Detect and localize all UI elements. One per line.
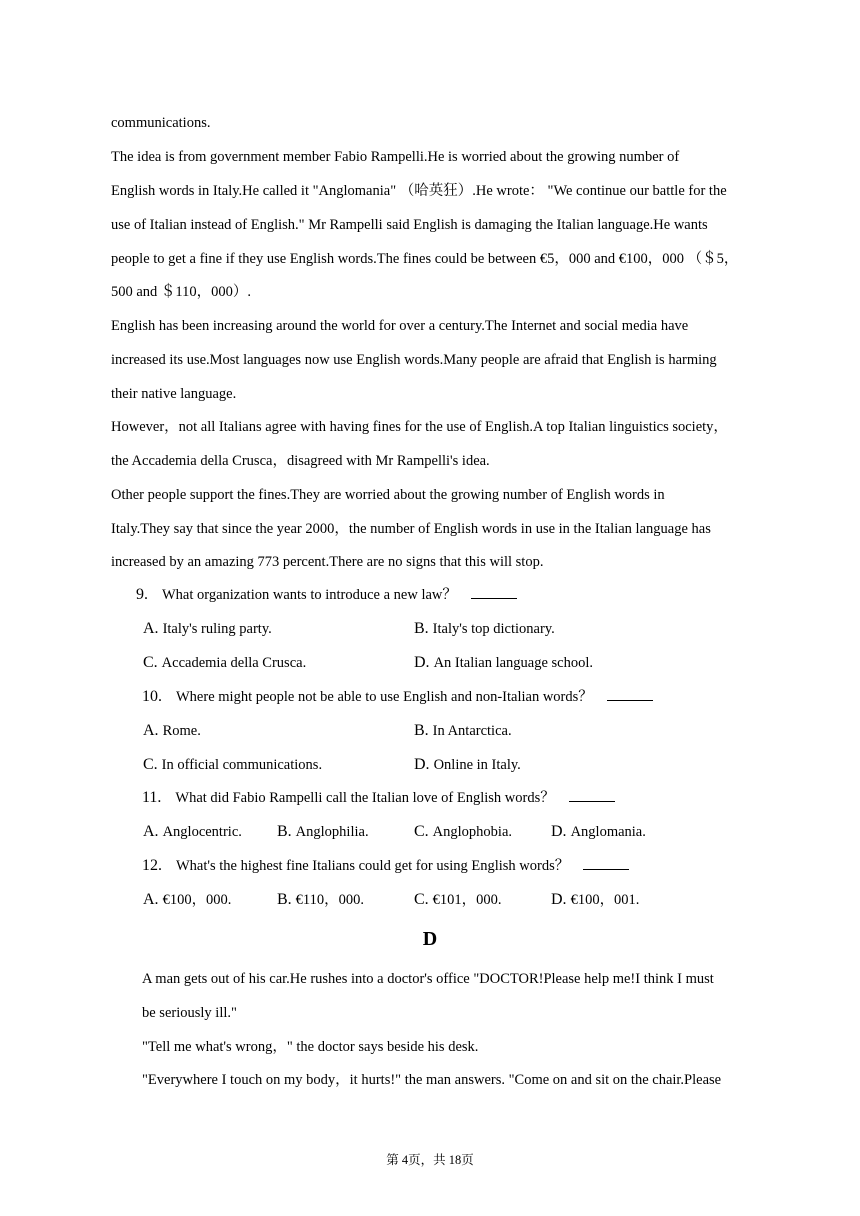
option-label: D. — [551, 823, 567, 840]
option-label: A. — [143, 823, 159, 840]
option-b[interactable] — [277, 891, 364, 909]
option-label: D. — [414, 756, 430, 773]
passage-line: "Everywhere I touch on my body，it hurts!" the man answers. "Come on and sit on the chair.Please — [142, 1072, 722, 1088]
question-9 — [136, 586, 517, 604]
section-heading-d: D — [422, 928, 438, 950]
option-text: Anglomania. — [570, 824, 646, 840]
answer-blank[interactable] — [607, 688, 653, 701]
option-text: Italy's ruling party. — [162, 621, 272, 637]
option-text: Anglophobia. — [432, 824, 513, 840]
option-label: C. — [414, 891, 429, 908]
passage-line: their native language. — [111, 386, 237, 402]
option-b[interactable] — [414, 620, 555, 638]
option-text: €100，001. — [570, 892, 640, 908]
question-number: 12. — [142, 857, 162, 874]
option-label: C. — [143, 756, 158, 773]
option-text: Rome. — [162, 723, 201, 739]
option-text: Anglocentric. — [162, 824, 242, 840]
question-number: 11. — [142, 789, 162, 806]
question-text: What organization wants to introduce a new law？ — [162, 587, 457, 603]
option-label: A. — [143, 620, 159, 637]
passage-line: people to get a fine if they use English words.The fines could be between €5，000 and €100，000 （＄5， — [111, 251, 739, 267]
passage-line: Other people support the fines.They are worried about the growing number of English words in — [111, 487, 665, 503]
option-a[interactable] — [143, 722, 201, 740]
option-a[interactable] — [143, 823, 242, 841]
passage-line: increased its use.Most languages now use English words.Many people are afraid that English is harming — [111, 352, 717, 368]
passage-line: A man gets out of his car.He rushes into a doctor's office "DOCTOR!Please help me!I think I must — [142, 971, 714, 987]
option-text: In official communications. — [161, 757, 323, 773]
question-11 — [142, 789, 615, 807]
option-text: €100，000. — [162, 892, 232, 908]
passage-line: be seriously ill." — [142, 1005, 237, 1021]
option-text: Accademia della Crusca. — [161, 655, 307, 671]
option-label: A. — [143, 891, 159, 908]
option-text: €101，000. — [432, 892, 502, 908]
option-text: Online in Italy. — [433, 757, 521, 773]
option-label: A. — [143, 722, 159, 739]
passage-line: 500 and ＄110，000）. — [111, 284, 252, 300]
option-a[interactable] — [143, 620, 272, 638]
option-label: D. — [414, 654, 430, 671]
answer-blank[interactable] — [583, 857, 629, 870]
option-d[interactable] — [414, 756, 521, 774]
option-label: C. — [143, 654, 158, 671]
option-c[interactable] — [414, 823, 512, 841]
passage-line: "Tell me what's wrong，" the doctor says beside his desk. — [142, 1039, 479, 1055]
option-c[interactable] — [414, 891, 502, 909]
passage-line: However，not all Italians agree with having fines for the use of English.A top Italian linguistics society， — [111, 419, 728, 435]
option-c[interactable] — [143, 654, 306, 672]
question-12 — [142, 857, 629, 875]
option-c[interactable] — [143, 756, 322, 774]
option-label: B. — [414, 722, 429, 739]
option-a[interactable] — [143, 891, 231, 909]
page-footer: 第 4页，共 18页 — [386, 1153, 474, 1167]
option-text: Italy's top dictionary. — [432, 621, 555, 637]
question-text: What did Fabio Rampelli call the Italian love of English words？ — [175, 790, 555, 806]
answer-blank[interactable] — [471, 586, 517, 599]
passage-line: English has been increasing around the world for over a century.The Internet and social media have — [111, 318, 689, 334]
question-number: 9. — [136, 586, 148, 603]
option-label: B. — [277, 891, 292, 908]
passage-line: the Accademia della Crusca，disagreed with Mr Rampelli's idea. — [111, 453, 490, 469]
passage-line: communications. — [111, 115, 211, 131]
option-text: Anglophilia. — [295, 824, 369, 840]
passage-line: increased by an amazing 773 percent.There are no signs that this will stop. — [111, 554, 544, 570]
answer-blank[interactable] — [569, 789, 615, 802]
option-text: In Antarctica. — [432, 723, 512, 739]
option-d[interactable] — [551, 891, 639, 909]
option-text: An Italian language school. — [433, 655, 594, 671]
option-label: C. — [414, 823, 429, 840]
option-b[interactable] — [414, 722, 512, 740]
option-label: B. — [414, 620, 429, 637]
passage-line: use of Italian instead of English." Mr Rampelli said English is damaging the Italian language.He wants — [111, 217, 708, 233]
passage-line: English words in Italy.He called it "Anglomania" （哈英狂）.He wrote： "We continue our battle for the — [111, 183, 727, 199]
option-label: B. — [277, 823, 292, 840]
option-b[interactable] — [277, 823, 369, 841]
option-d[interactable] — [551, 823, 646, 841]
passage-line: The idea is from government member Fabio Rampelli.He is worried about the growing number of — [111, 149, 680, 165]
option-d[interactable] — [414, 654, 593, 672]
question-number: 10. — [142, 688, 162, 705]
question-text: Where might people not be able to use English and non-Italian words？ — [176, 689, 593, 705]
passage-line: Italy.They say that since the year 2000，the number of English words in use in the Italian language has — [111, 521, 711, 537]
option-text: €110，000. — [295, 892, 365, 908]
question-10 — [142, 688, 653, 706]
question-text: What's the highest fine Italians could get for using English words？ — [176, 858, 570, 874]
option-label: D. — [551, 891, 567, 908]
